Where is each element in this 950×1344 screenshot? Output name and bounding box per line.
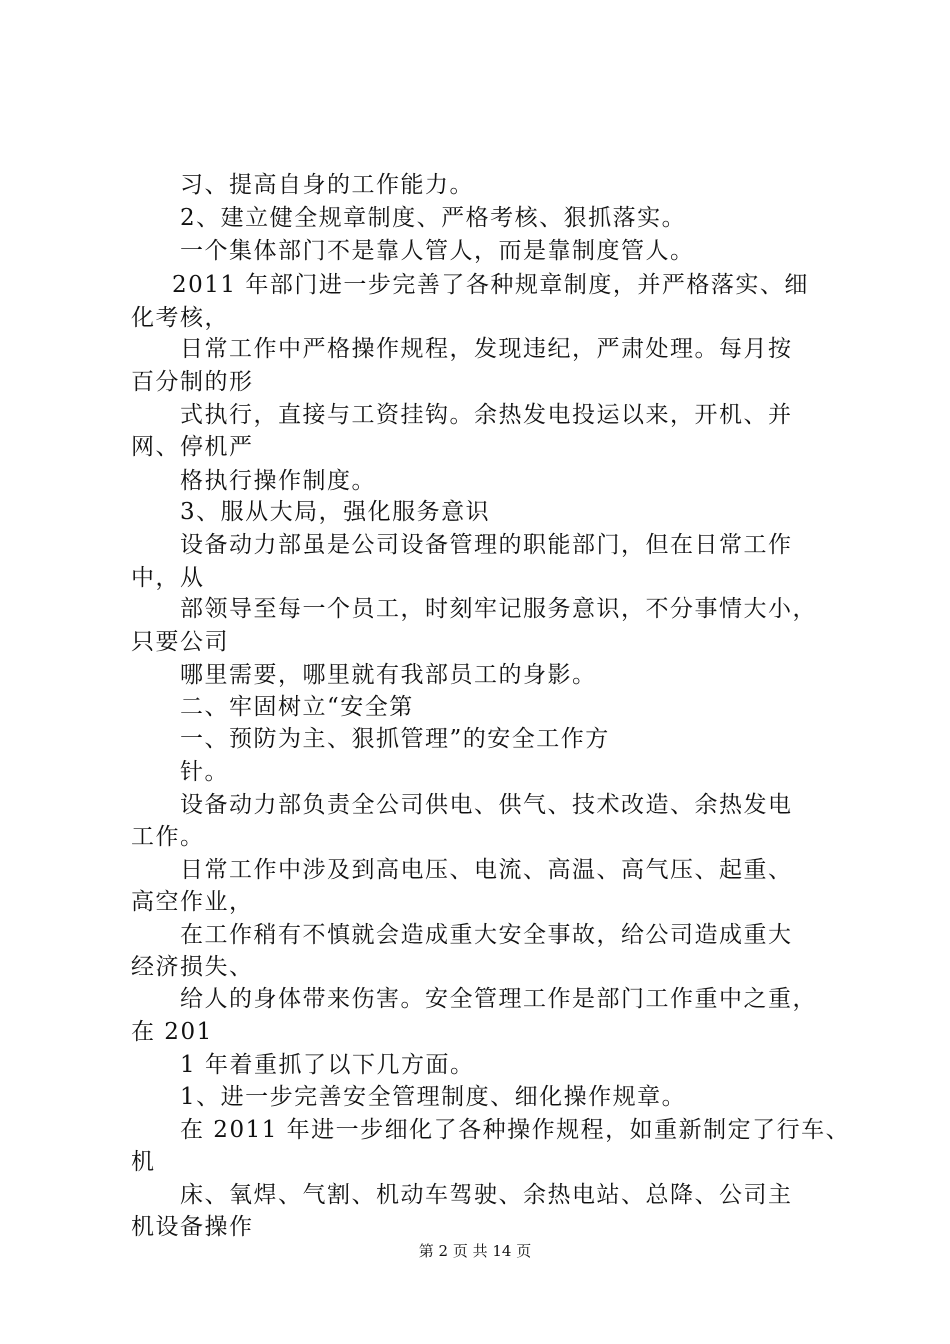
text-line: 在 201 — [131, 1019, 213, 1045]
text-line: 一、预防为主、狠抓管理”的安全工作方 — [180, 726, 610, 752]
text-line: 化考核， — [131, 305, 229, 331]
text-line: 1 年着重抓了以下几方面。 — [180, 1052, 475, 1078]
text-line: 日常工作中涉及到高电压、电流、高温、高气压、起重、 — [180, 857, 793, 883]
text-line: 格执行操作制度。 — [180, 468, 376, 494]
text-line: 2011 年部门进一步完善了各种规章制度，并严格落实、细 — [172, 272, 809, 298]
page-number-footer: 第 2 页 共 14 页 — [418, 1242, 532, 1260]
text-line: 二、牢固树立“安全第 — [180, 694, 414, 720]
text-line: 式执行，直接与工资挂钩。余热发电投运以来，开机、并 — [180, 402, 793, 428]
text-line: 在 2011 年进一步细化了各种操作规程，如重新制定了行车、 — [180, 1117, 851, 1143]
text-line: 经济损失、 — [131, 954, 254, 980]
text-line: 在工作稍有不慎就会造成重大安全事故，给公司造成重大 — [180, 922, 793, 948]
text-line: 床、氧焊、气割、机动车驾驶、余热电站、总降、公司主 — [180, 1182, 793, 1208]
text-line: 网、停机严 — [131, 434, 254, 460]
text-line: 1、进一步完善安全管理制度、细化操作规章。 — [180, 1084, 687, 1110]
text-line: 针。 — [180, 759, 229, 785]
text-line: 设备动力部负责全公司供电、供气、技术改造、余热发电 — [180, 792, 793, 818]
text-line: 高空作业， — [131, 889, 254, 915]
text-line: 百分制的形 — [131, 369, 254, 395]
text-line: 习、提高自身的工作能力。 — [180, 172, 474, 198]
text-line: 2、建立健全规章制度、严格考核、狠抓落实。 — [180, 205, 687, 231]
text-line: 中，从 — [131, 565, 205, 591]
text-line: 机 — [131, 1149, 156, 1175]
text-line: 部领导至每一个员工，时刻牢记服务意识，不分事情大小， — [180, 596, 817, 622]
text-line: 给人的身体带来伤害。安全管理工作是部门工作重中之重， — [180, 986, 817, 1012]
text-line: 只要公司 — [131, 629, 229, 655]
text-line: 机设备操作 — [131, 1214, 254, 1240]
text-line: 工作。 — [131, 824, 205, 850]
text-line: 一个集体部门不是靠人管人，而是靠制度管人。 — [180, 238, 695, 264]
text-line: 3、服从大局，强化服务意识 — [180, 499, 491, 525]
text-line: 日常工作中严格操作规程，发现违纪，严肃处理。每月按 — [180, 336, 793, 362]
text-line: 设备动力部虽是公司设备管理的职能部门，但在日常工作 — [180, 532, 793, 558]
text-line: 哪里需要，哪里就有我部员工的身影。 — [180, 662, 597, 688]
